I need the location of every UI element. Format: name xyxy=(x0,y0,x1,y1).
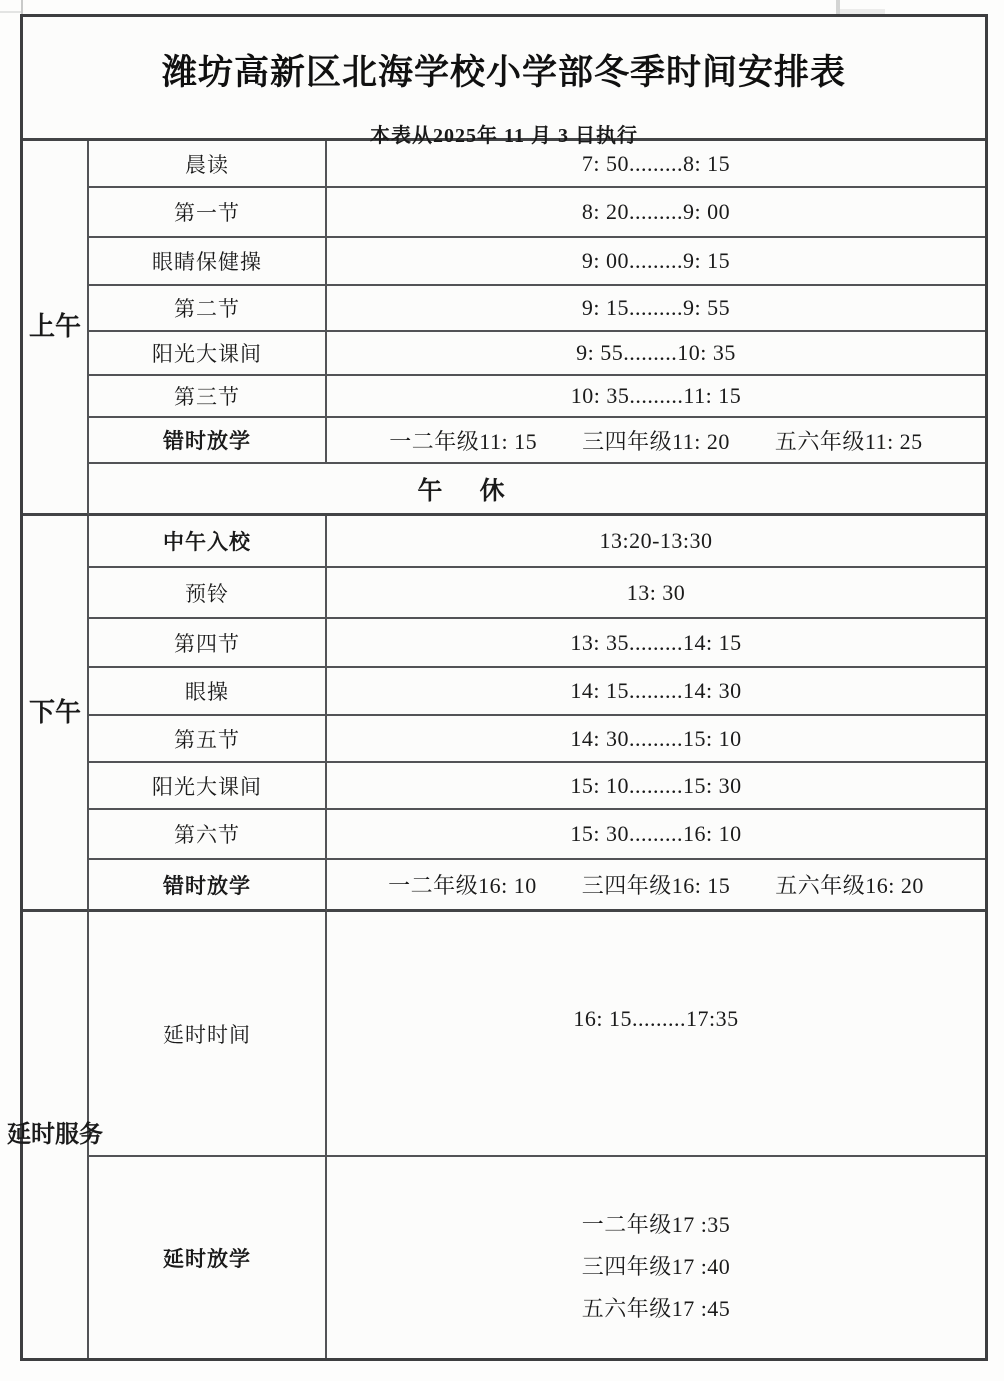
period-time: 一二年级16: 10 三四年级16: 15 五六年级16: 20 xyxy=(327,860,985,912)
period-label: 眼睛保健操 xyxy=(89,238,327,286)
period-label: 第五节 xyxy=(89,716,327,763)
period-time: 16: 15.........17:35 xyxy=(327,912,985,1157)
section-header-afternoon: 下 午 xyxy=(23,516,89,912)
period-label: 阳光大课间 xyxy=(89,332,327,376)
period-time: 10: 35.........11: 15 xyxy=(327,376,985,418)
period-label: 眼操 xyxy=(89,668,327,716)
effective-date: 本表从2025年 11 月 3 日执行 xyxy=(370,125,638,147)
period-label: 中午入校 xyxy=(89,516,327,568)
section-header-morning: 上 午 xyxy=(23,141,89,516)
period-time: 9: 15.........9: 55 xyxy=(327,286,985,332)
period-label: 第一节 xyxy=(89,188,327,238)
period-time: 8: 20.........9: 00 xyxy=(327,188,985,238)
period-label: 延时时间 xyxy=(89,912,327,1157)
period-time: 13: 35.........14: 15 xyxy=(327,619,985,668)
period-time: 9: 00.........9: 15 xyxy=(327,238,985,286)
period-time: 13:20-13:30 xyxy=(327,516,985,568)
period-label: 错时放学 xyxy=(89,860,327,912)
period-label: 第四节 xyxy=(89,619,327,668)
period-label: 晨读 xyxy=(89,141,327,188)
dismissal-time-grade34: 三四年级17 :40 xyxy=(581,1253,731,1279)
artifact-line-left xyxy=(21,0,23,15)
lunch-break-row: 午 休 xyxy=(89,464,985,516)
schedule-table xyxy=(7,14,988,1361)
period-label: 延时放学 xyxy=(89,1157,327,1358)
page-title: 潍坊高新区北海学校小学部冬季时间安排表 xyxy=(161,53,846,92)
period-time: 14: 30.........15: 10 xyxy=(327,716,985,763)
dismissal-time-grade56: 五六年级17 :45 xyxy=(581,1295,731,1321)
period-label: 第六节 xyxy=(89,810,327,860)
period-time: 15: 30.........16: 10 xyxy=(327,810,985,860)
dismissal-time-grade12: 一二年级17 :35 xyxy=(581,1211,731,1237)
period-label: 阳光大课间 xyxy=(89,763,327,810)
period-label: 第二节 xyxy=(89,286,327,332)
period-time xyxy=(327,1157,985,1358)
artifact-line-left-horizontal xyxy=(0,11,21,13)
period-time: 14: 15.........14: 30 xyxy=(327,668,985,716)
period-label: 第三节 xyxy=(89,376,327,418)
period-time: 9: 55.........10: 35 xyxy=(327,332,985,376)
table-header xyxy=(23,17,985,147)
period-label: 错时放学 xyxy=(89,418,327,464)
section-header-extended: 延 时 服 务 xyxy=(23,912,89,1358)
period-label: 预铃 xyxy=(89,568,327,619)
period-time: 7: 50.........8: 15 xyxy=(327,141,985,188)
period-time: 15: 10.........15: 30 xyxy=(327,763,985,810)
period-time: 13: 30 xyxy=(327,568,985,619)
period-time: 一二年级11: 15 三四年级11: 20 五六年级11: 25 xyxy=(327,418,985,464)
